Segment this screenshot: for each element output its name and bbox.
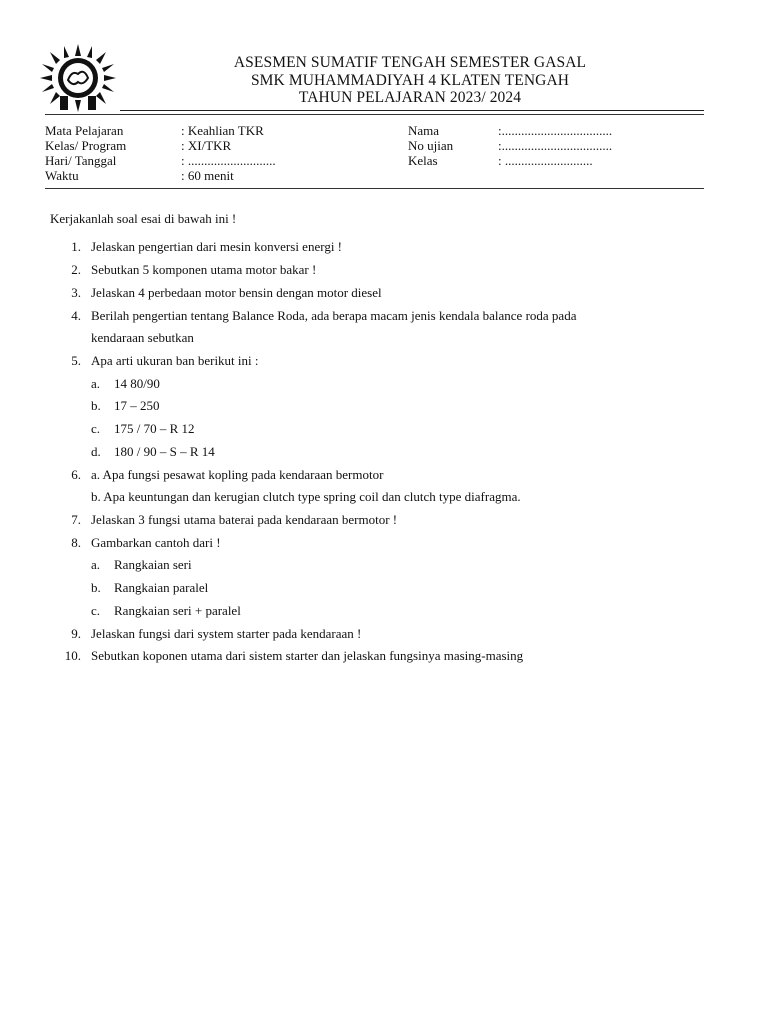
question-text: a. Apa fungsi pesawat kopling pada kendaraan bermotor	[91, 467, 384, 482]
question-text-continuation: kendaraan sebutkan	[91, 330, 194, 345]
question-number: 9.	[71, 626, 81, 641]
sub-item-text: 175 / 70 – R 12	[114, 421, 195, 436]
info-label-exam-number: No ujian	[408, 138, 454, 153]
info-value-class: : ...........................	[498, 153, 593, 168]
question-text: Berilah pengertian tentang Balance Roda, ada berapa macam jenis kendala balance roda pada	[91, 308, 577, 323]
sub-item-text: 14 80/90	[114, 376, 160, 391]
info-label-time: Waktu	[45, 168, 79, 183]
document-header	[150, 54, 670, 107]
sub-item-letter: c.	[91, 421, 101, 436]
question-text: Jelaskan 4 perbedaan motor bensin dengan motor diesel	[91, 285, 382, 300]
header-divider-thin	[45, 114, 704, 115]
question-number: 7.	[71, 512, 81, 527]
info-value-subject: : Keahlian TKR	[181, 123, 264, 138]
info-divider	[45, 188, 704, 189]
info-value-time: : 60 menit	[181, 168, 234, 183]
info-value-class-program: : XI/TKR	[181, 138, 232, 153]
sub-item-text: Rangkaian seri + paralel	[114, 603, 241, 618]
sub-item-letter: a.	[91, 557, 101, 572]
sub-item-letter: b.	[91, 398, 101, 413]
sub-item-letter: b.	[91, 580, 101, 595]
sub-item-text: Rangkaian paralel	[114, 580, 209, 595]
instruction-text: Kerjakanlah soal esai di bawah ini !	[50, 211, 237, 226]
sub-item-letter: d.	[91, 444, 101, 459]
question-number: 10.	[64, 648, 81, 663]
info-label-date: Hari/ Tanggal	[45, 153, 117, 168]
muhammadiyah-logo-icon	[36, 42, 120, 114]
question-text: Jelaskan pengertian dari mesin konversi energi !	[91, 239, 343, 254]
sub-item-text: 180 / 90 – S – R 14	[114, 444, 215, 459]
question-number: 2.	[71, 262, 81, 277]
info-label-class: Kelas	[408, 153, 438, 168]
header-title: ASESMEN SUMATIF TENGAH SEMESTER GASAL	[233, 54, 587, 71]
question-number: 8.	[71, 535, 81, 550]
question-number: 6.	[71, 467, 81, 482]
question-number: 1.	[71, 239, 81, 254]
question-text-continuation: b. Apa keuntungan dan kerugian clutch type spring coil dan clutch type diafragma.	[91, 489, 521, 504]
info-label-name: Nama	[408, 123, 440, 138]
header-school: SMK MUHAMMADIYAH 4 KLATEN TENGAH	[250, 71, 570, 89]
question-text: Sebutkan 5 komponen utama motor bakar !	[91, 262, 317, 277]
info-value-exam-number: :..................................	[498, 138, 613, 153]
info-label-subject: Mata Pelajaran	[45, 123, 124, 138]
question-text: Jelaskan 3 fungsi utama baterai pada kendaraan bermotor !	[91, 512, 398, 527]
question-text: Apa arti ukuran ban berikut ini :	[91, 353, 259, 368]
question-text: Sebutkan koponen utama dari sistem starter dan jelaskan fungsinya masing-masing	[91, 648, 524, 663]
info-value-name: :..................................	[498, 123, 613, 138]
header-year: TAHUN PELAJARAN 2023/ 2024	[298, 89, 522, 106]
question-text: Gambarkan cantoh dari !	[91, 535, 221, 550]
sub-item-text: Rangkaian seri	[114, 557, 192, 572]
info-value-date: : ...........................	[181, 153, 276, 168]
sub-item-text: 17 – 250	[114, 398, 160, 413]
header-divider-thick	[120, 110, 704, 111]
question-number: 3.	[71, 285, 81, 300]
sub-item-letter: a.	[91, 376, 101, 391]
info-label-class-program: Kelas/ Program	[45, 138, 127, 153]
sub-item-letter: c.	[91, 603, 101, 618]
question-number: 5.	[71, 353, 81, 368]
question-number: 4.	[71, 308, 81, 323]
question-text: Jelaskan fungsi dari system starter pada kendaraan !	[91, 626, 362, 641]
